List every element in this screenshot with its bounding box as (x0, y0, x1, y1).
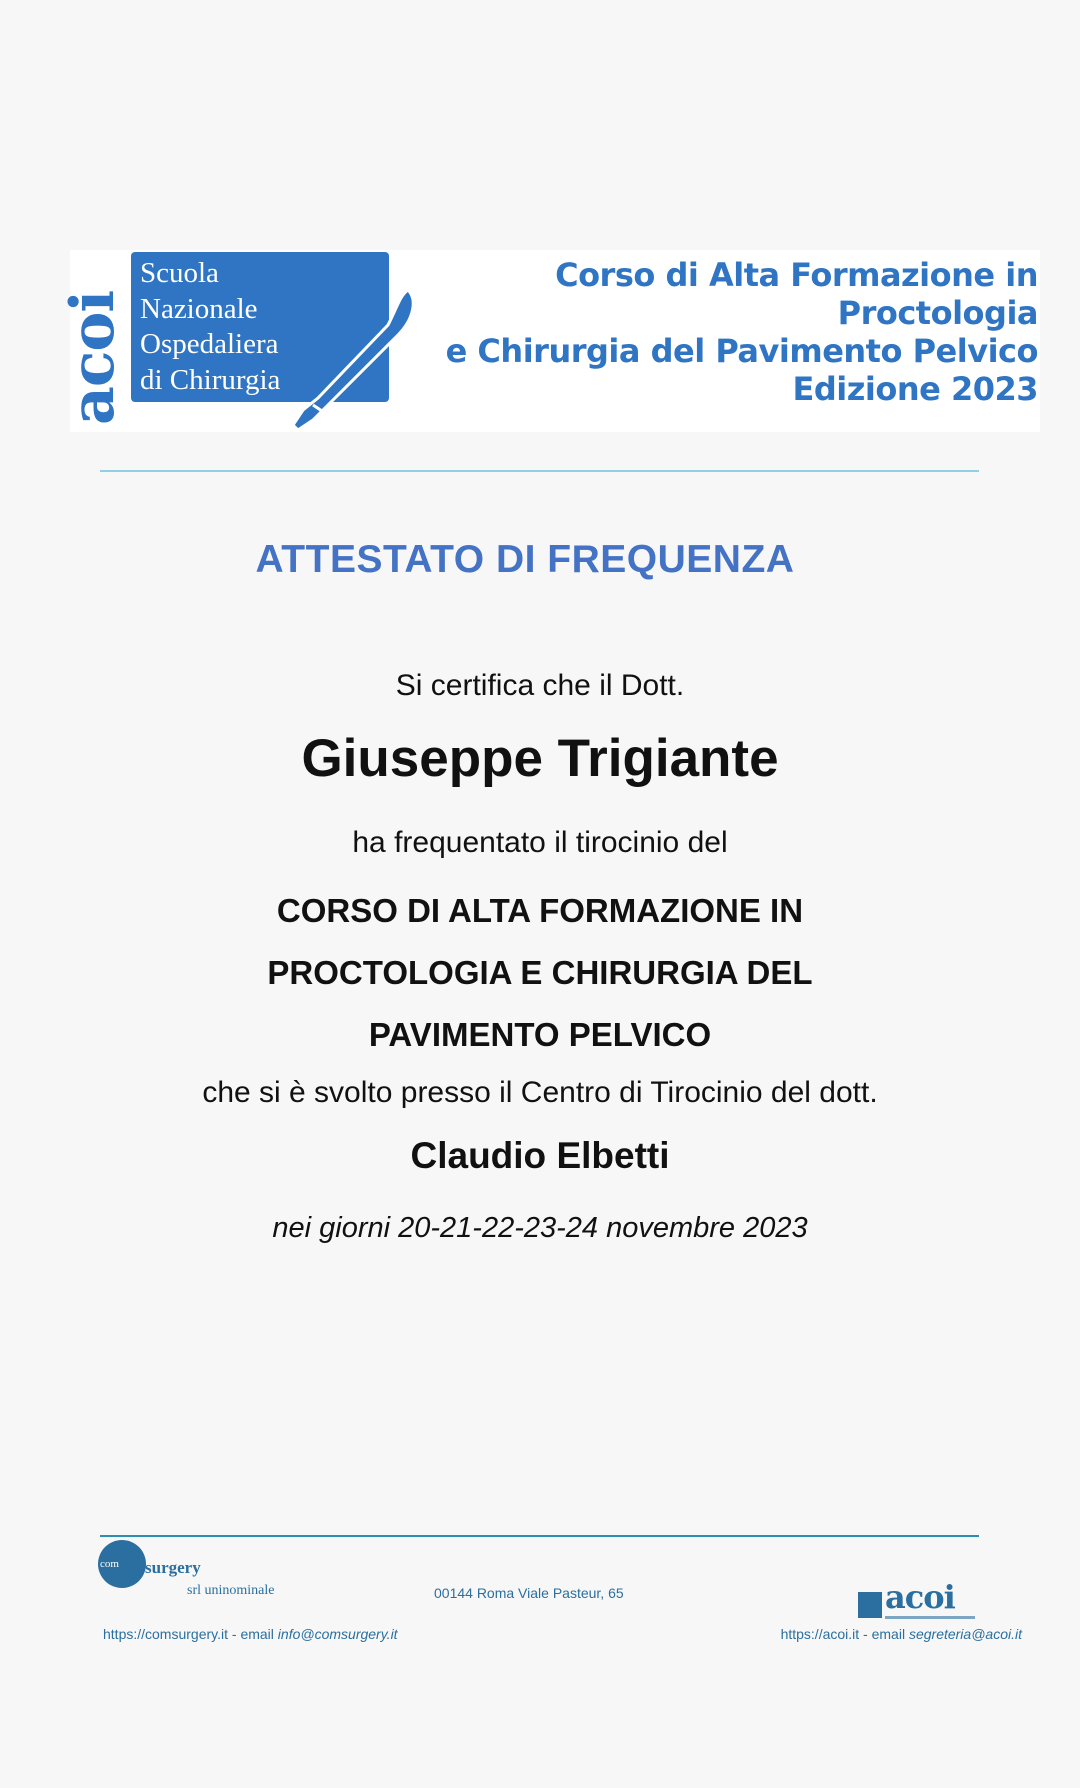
bottom-divider (100, 1535, 979, 1537)
course-heading-line: Corso di Alta Formazione in (555, 256, 1038, 294)
doctor-name: Claudio Elbetti (410, 1135, 670, 1176)
acoi-email[interactable]: segreteria@acoi.it (908, 1626, 1022, 1642)
course-heading-line: Proctologia (837, 294, 1038, 332)
certificate-title: ATTESTATO DI FREQUENZA (255, 538, 795, 581)
comsurgery-url[interactable]: https://comsurgery.it - email (103, 1626, 278, 1642)
acoi-url[interactable]: https://acoi.it - email (780, 1626, 909, 1642)
school-line: Scuola (140, 257, 219, 289)
acoi-logo-underline (885, 1616, 975, 1619)
acoi-emblem-icon (858, 1592, 882, 1618)
recipient-name: Giuseppe Trigiante (301, 729, 779, 788)
address: 00144 Roma Viale Pasteur, 65 (434, 1585, 624, 1601)
scalpel-icon (268, 280, 428, 440)
comsurgery-contact (103, 1626, 398, 1642)
acoi-contact (781, 1626, 1022, 1642)
school-line: Ospedaliera (140, 328, 279, 360)
top-divider (100, 470, 979, 472)
course-heading (446, 256, 1038, 408)
dates-line: nei giorni 20-21-22-23-24 novembre 2023 (272, 1212, 808, 1244)
comsurgery-prefix: com (100, 1558, 119, 1570)
attended-line: ha frequentato il tirocinio del (352, 826, 728, 859)
comsurgery-email[interactable]: info@comsurgery.it (277, 1626, 398, 1642)
course-name (0, 880, 1080, 1066)
course-name-line: PROCTOLOGIA E CHIRURGIA DEL (267, 954, 813, 991)
course-heading-line: e Chirurgia del Pavimento Pelvico (445, 332, 1038, 370)
school-name (140, 256, 280, 398)
course-name-line: CORSO DI ALTA FORMAZIONE IN (276, 892, 804, 929)
course-name-line: PAVIMENTO PELVICO (368, 1016, 712, 1053)
training-center-line: che si è svolto presso il Centro di Tirocinio del dott. (202, 1076, 878, 1109)
company-type: srl uninominale (187, 1583, 275, 1598)
acoi-footer-logo: acoi (885, 1578, 955, 1616)
school-line: di Chirurgia (140, 363, 281, 396)
school-line: Nazionale (140, 292, 258, 325)
certify-line: Si certifica che il Dott. (395, 669, 685, 702)
course-heading-line: Edizione 2023 (792, 370, 1038, 408)
comsurgery-brand: surgery (145, 1558, 201, 1577)
acoi-logo: acoi (58, 290, 128, 425)
